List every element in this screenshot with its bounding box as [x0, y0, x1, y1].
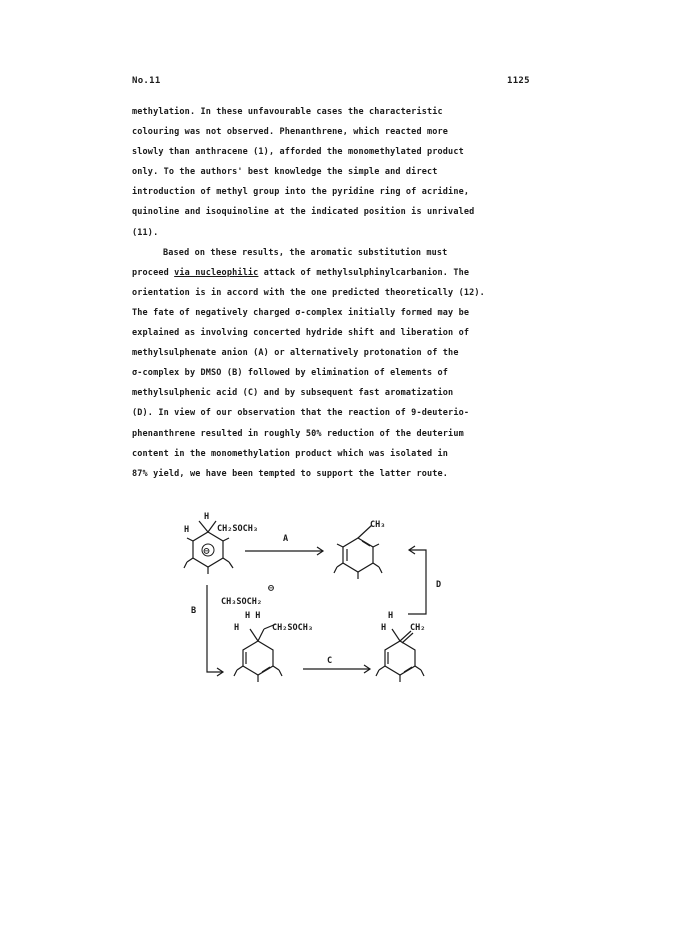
text-span: attack of methylsulphinylcarbanion. The	[258, 267, 470, 278]
sigma-h-left: H	[184, 525, 190, 535]
text-line: Based on these results, the aromatic substitution must	[163, 247, 448, 258]
sigma-h-top: H	[204, 512, 210, 522]
text-line: orientation is in accord with the one predicted theoretically (12).	[132, 287, 485, 298]
exomethylene-substituent: CH₂	[410, 623, 426, 633]
label-d: D	[436, 580, 442, 590]
text-line: (11).	[132, 227, 159, 238]
page-number: 1125	[507, 76, 530, 86]
text-line: methylsulphenic acid (C) and by subsequent fast aromatization	[132, 388, 454, 399]
protonated-substituent: CH₂SOCH₃	[272, 623, 313, 633]
protonated-h-top: H H	[245, 611, 261, 621]
exomethylene-ring	[376, 629, 424, 682]
methyl-product-ring	[334, 525, 382, 579]
text-line: only. To the authors' best knowledge the simple and direct	[132, 167, 438, 178]
exomethylene-h-top: H	[388, 611, 394, 621]
exomethylene-h-left: H	[381, 623, 387, 633]
text-line: introduction of methyl group into the pyridine ring of acridine,	[132, 187, 470, 198]
text-line: σ-complex by DMSO (B) followed by elimination of elements of	[132, 368, 449, 379]
sigma-charge: ⊖	[203, 546, 210, 557]
label-c: C	[327, 656, 333, 666]
text-line: slowly than anthracene (1), afforded the monomethylated product	[132, 147, 464, 158]
sigma-substituent: CH₂SOCH₃	[217, 524, 258, 534]
protonated-h-left: H	[234, 623, 240, 633]
text-line: The fate of negatively charged σ-complex initially formed may be	[132, 307, 470, 318]
text-line: quinoline and isoquinoline at the indicated position is unrivaled	[132, 207, 475, 218]
text-line: methylation. In these unfavourable cases the characteristic	[132, 107, 443, 117]
text-line: colouring was not observed. Phenanthrene, which reacted more	[132, 127, 449, 138]
product-substituent: CH₃	[370, 520, 386, 530]
label-a: A	[283, 534, 289, 544]
text-line: methylsulphenate anion (A) or alternatively protonation of the	[132, 348, 459, 359]
label-b: B	[191, 606, 197, 616]
reagent-charge: ⊖	[268, 583, 275, 594]
text-line: 87% yield, we have been tempted to support the latter route.	[132, 468, 449, 479]
text-line: explained as involving concerted hydride shift and liberation of	[132, 328, 470, 339]
text-line: (D). In view of our observation that the reaction of 9-deuterio-	[132, 408, 470, 419]
text-line: content in the monomethylation product which was isolated in	[132, 448, 449, 459]
text-line: phenanthrene resulted in roughly 50% reduction of the deuterium	[132, 428, 464, 439]
reagent-formula: CH₃SOCH₂	[221, 597, 262, 607]
journal-number: No.11	[132, 76, 161, 86]
emphasized-text: via nucleophilic	[174, 267, 259, 278]
arrow-d	[408, 550, 426, 614]
text-span: proceed	[132, 267, 175, 278]
